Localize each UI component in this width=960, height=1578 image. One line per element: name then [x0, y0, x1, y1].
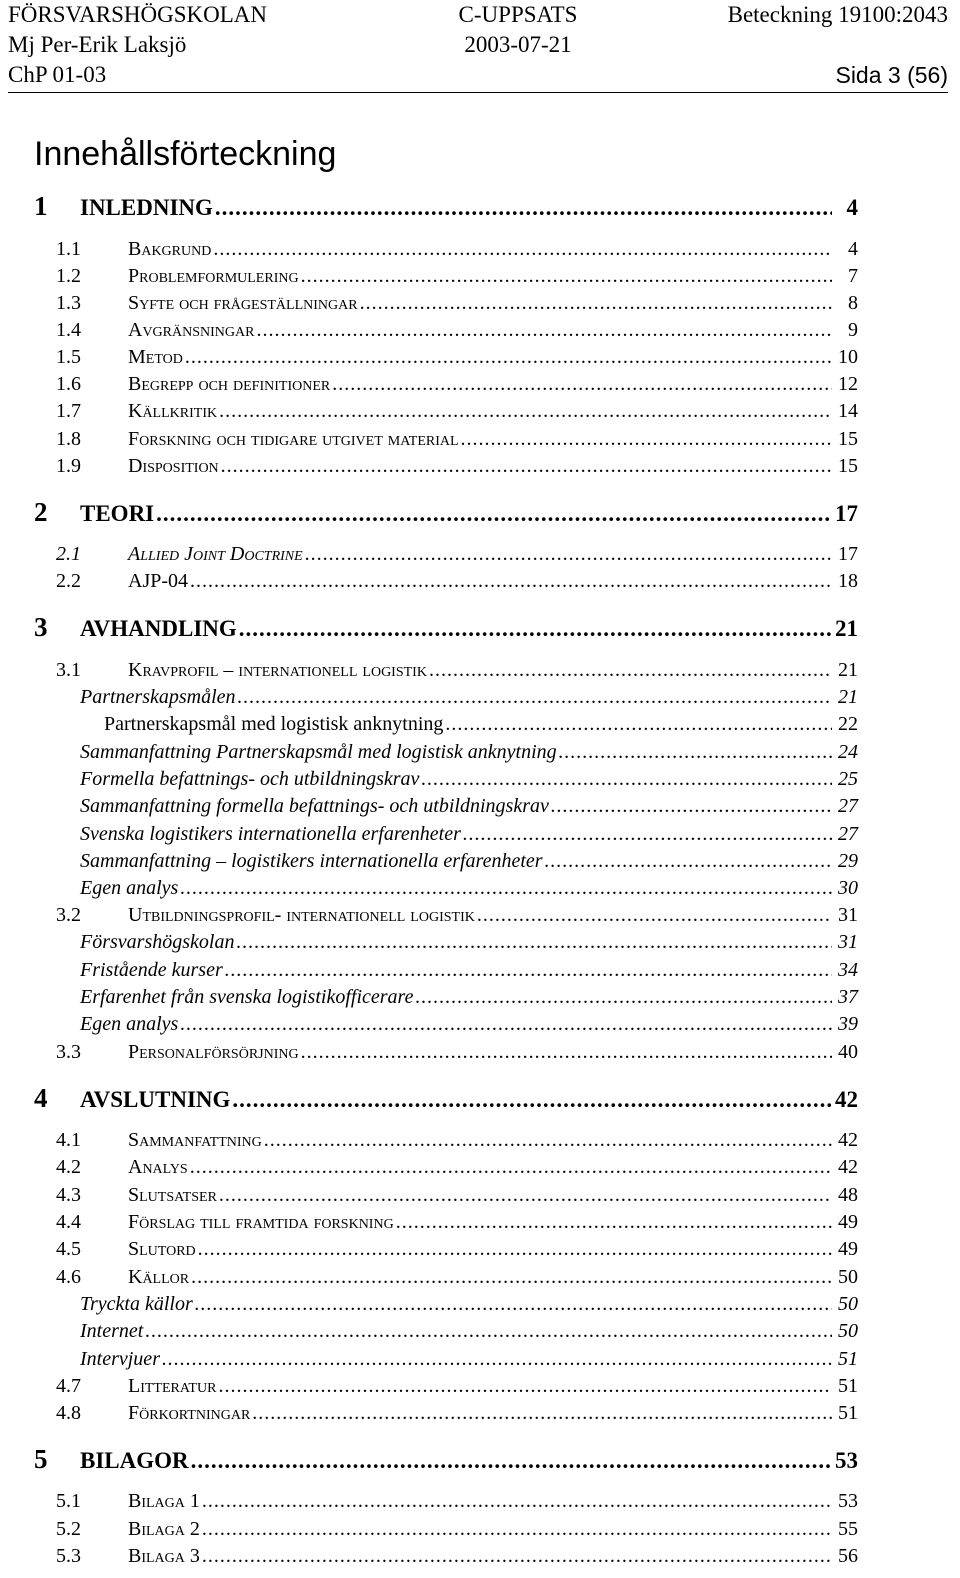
toc-page: 42: [838, 1129, 858, 1151]
toc-page: 7: [848, 265, 858, 287]
toc-subentry[interactable]: [0, 686, 960, 714]
toc-page: 53: [838, 1490, 858, 1512]
header-page: Sida 3 (56): [835, 62, 948, 88]
toc-entry-1-1[interactable]: [0, 238, 960, 266]
toc-subentry[interactable]: [0, 713, 960, 741]
toc-num: 1.6: [56, 373, 81, 395]
toc-entry-1-3[interactable]: [0, 292, 960, 320]
header-row-3: [8, 60, 948, 90]
toc-page: 48: [838, 1184, 858, 1206]
toc-num: 3.3: [56, 1041, 81, 1063]
toc-title: Analys: [128, 1156, 188, 1178]
toc-num: 5: [34, 1444, 48, 1474]
toc-page: 27: [838, 795, 858, 817]
toc-title: INLEDNING: [80, 195, 213, 220]
toc-title: Internet: [80, 1320, 144, 1342]
toc-num: 4: [34, 1083, 48, 1113]
toc-subentry[interactable]: [0, 1013, 960, 1041]
header-type: C-UPPSATS: [458, 2, 578, 27]
toc-num: 2: [34, 497, 48, 527]
toc-page: 39: [838, 1013, 858, 1035]
toc-num: 5.3: [56, 1545, 81, 1567]
toc-page: 21: [835, 616, 858, 641]
toc-num: 4.3: [56, 1184, 81, 1206]
toc-page: 21: [838, 686, 858, 708]
page-header: [8, 0, 948, 93]
toc-entry-1-6[interactable]: [0, 373, 960, 401]
toc-entry-3-1[interactable]: [0, 659, 960, 687]
toc-title: Bilaga 3: [128, 1545, 200, 1567]
toc-entry-4-5[interactable]: [0, 1238, 960, 1266]
toc-title: Bilaga 1: [128, 1490, 200, 1512]
header-org: FÖRSVARSHÖGSKOLAN: [8, 2, 268, 27]
header-course: ChP 01-03: [8, 62, 107, 87]
toc-title: Metod: [128, 346, 183, 368]
toc-num: 1.7: [56, 400, 81, 422]
toc-entry-5-3[interactable]: [0, 1545, 960, 1573]
toc-entry-4-4[interactable]: [0, 1211, 960, 1239]
toc-num: 1.8: [56, 428, 81, 450]
toc-title: Fristående kurser: [80, 959, 223, 981]
toc-entry-4-1[interactable]: [0, 1129, 960, 1157]
toc-title: Disposition: [128, 455, 219, 477]
toc-page: 50: [838, 1266, 858, 1288]
toc-entry-3-3[interactable]: [0, 1041, 960, 1069]
toc-title: Kravprofil – internationell logistik: [128, 659, 427, 681]
toc-num: 4.5: [56, 1238, 81, 1260]
toc-page: 51: [838, 1375, 858, 1397]
toc-page: 30: [838, 877, 858, 899]
toc-entry-5-1[interactable]: [0, 1490, 960, 1518]
toc-title: Begrepp och definitioner: [128, 373, 331, 395]
toc-entry-1-8[interactable]: [0, 428, 960, 456]
toc-title: Förslag till framtida forskning: [128, 1211, 394, 1233]
toc-subentry[interactable]: [0, 986, 960, 1014]
toc-subentry[interactable]: [0, 1293, 960, 1321]
toc-subentry[interactable]: [0, 768, 960, 796]
toc-subentry[interactable]: [0, 931, 960, 959]
toc-page: 42: [835, 1087, 858, 1112]
toc-page: 31: [838, 931, 858, 953]
toc-subentry[interactable]: [0, 1320, 960, 1348]
toc-page: 14: [838, 400, 858, 422]
header-row-2: [8, 30, 948, 60]
toc-title: Sammanfattning: [128, 1129, 262, 1151]
toc-entry-2-1[interactable]: [0, 543, 960, 571]
toc-num: 3.2: [56, 904, 81, 926]
toc-title: Försvarshögskolan: [80, 931, 235, 953]
toc-page: 49: [838, 1211, 858, 1233]
toc-num: 1.9: [56, 455, 81, 477]
toc-entry-2-2[interactable]: [0, 570, 960, 598]
toc-page: 37: [838, 986, 858, 1008]
toc-title: Slutord: [128, 1238, 196, 1260]
toc-page: 21: [838, 659, 858, 681]
toc-page: 12: [838, 373, 858, 395]
toc-title: Bilaga 2: [128, 1518, 200, 1540]
toc-entry-4-3[interactable]: [0, 1184, 960, 1212]
toc-title: Källor: [128, 1266, 190, 1288]
toc-entry-4-6[interactable]: [0, 1266, 960, 1294]
toc-num: 1.2: [56, 265, 81, 287]
toc-page: 29: [838, 850, 858, 872]
toc-page: 15: [838, 455, 858, 477]
toc-page: 51: [838, 1402, 858, 1424]
toc-title: Egen analys: [80, 877, 179, 899]
toc-subentry[interactable]: [0, 850, 960, 878]
toc-chapter-3[interactable]: [0, 612, 960, 644]
header-row-1: [8, 0, 948, 30]
toc-title: TEORI: [80, 501, 155, 526]
toc-page: 56: [838, 1545, 858, 1567]
toc-subentry[interactable]: [0, 741, 960, 769]
header-designation: Beteckning 19100:2043: [727, 2, 948, 27]
toc-num: 5.2: [56, 1518, 81, 1540]
toc-title: Tryckta källor: [80, 1293, 193, 1315]
toc-page: 40: [838, 1041, 858, 1063]
toc-subentry[interactable]: [0, 959, 960, 987]
toc-title: Erfarenhet från svenska logistikofficerare: [80, 986, 414, 1008]
toc-page: 51: [838, 1348, 858, 1370]
toc-page: 15: [838, 428, 858, 450]
toc-num: 4.7: [56, 1375, 81, 1397]
header-author: Mj Per-Erik Laksjö: [8, 32, 187, 57]
toc-title: BILAGOR: [80, 1448, 189, 1473]
toc-title: Litteratur: [128, 1375, 217, 1397]
toc-page: 34: [838, 959, 858, 981]
toc-page: 17: [838, 543, 858, 565]
toc-title: Sammanfattning – logistikers internationella erfarenheter: [80, 850, 543, 872]
toc-title: Allied Joint Doctrine: [128, 543, 303, 565]
toc-page: 31: [838, 904, 858, 926]
toc-entry-1-4[interactable]: [0, 319, 960, 347]
toc-num: 1.3: [56, 292, 81, 314]
toc-subentry[interactable]: [0, 795, 960, 823]
toc-num: 3.1: [56, 659, 81, 681]
toc-title: Partnerskapsmålen: [80, 686, 236, 708]
toc-chapter-1[interactable]: [0, 191, 960, 223]
toc-entry-1-7[interactable]: [0, 400, 960, 428]
toc-title: Egen analys: [80, 1013, 179, 1035]
toc-entry-1-2[interactable]: [0, 265, 960, 293]
toc-page: 50: [838, 1320, 858, 1342]
toc-num: 1.1: [56, 238, 81, 260]
toc-subentry[interactable]: [0, 1348, 960, 1376]
toc-num: 1: [34, 191, 48, 221]
toc-title: Forskning och tidigare utgivet material: [128, 428, 459, 450]
toc-page: 42: [838, 1156, 858, 1178]
toc-page: 55: [838, 1518, 858, 1540]
toc-chapter-4[interactable]: [0, 1083, 960, 1115]
toc-page: 4: [846, 195, 858, 220]
toc-num: 5.1: [56, 1490, 81, 1512]
toc-num: 2.1: [56, 543, 81, 565]
toc-page: 24: [838, 741, 858, 763]
toc-title: Sammanfattning Partnerskapsmål med logistisk anknytning: [80, 741, 557, 763]
toc-title: Svenska logistikers internationella erfarenheter: [80, 823, 461, 845]
toc-title: Partnerskapsmål med logistisk anknytning: [104, 713, 444, 735]
toc-entry-4-8[interactable]: [0, 1402, 960, 1430]
toc-title: Sammanfattning formella befattnings- och utbildningskrav: [80, 795, 549, 817]
toc-title: Bakgrund: [128, 238, 212, 260]
toc-num: 2.2: [56, 570, 81, 592]
toc-entry-1-9[interactable]: [0, 455, 960, 483]
toc-page: 53: [835, 1448, 858, 1473]
toc-num: 4.4: [56, 1211, 81, 1233]
toc-num: 3: [34, 612, 48, 642]
toc-title: Källkritik: [128, 400, 218, 422]
toc-page: 17: [835, 501, 858, 526]
toc-entry-3-2[interactable]: [0, 904, 960, 932]
toc-title: Förkortningar: [128, 1402, 251, 1424]
toc-page: 18: [838, 570, 858, 592]
toc-title: Avgränsningar: [128, 319, 255, 341]
toc-title: Personalförsörjning: [128, 1041, 299, 1063]
toc-subentry[interactable]: [0, 823, 960, 851]
toc-title: AJP-04: [128, 570, 189, 592]
toc-title: Slutsatser: [128, 1184, 217, 1206]
toc-entry-4-7[interactable]: [0, 1375, 960, 1403]
toc-num: 1.4: [56, 319, 81, 341]
toc-page: 8: [848, 292, 858, 314]
toc-num: 4.2: [56, 1156, 81, 1178]
toc-num: 4.6: [56, 1266, 81, 1288]
toc-page: 25: [838, 768, 858, 790]
toc-page: 50: [838, 1293, 858, 1315]
toc-num: 4.1: [56, 1129, 81, 1151]
toc-page: 9: [848, 319, 858, 341]
toc-page: 22: [838, 713, 858, 735]
toc-title: Utbildningsprofil- internationell logistik: [128, 904, 475, 926]
toc-entry-5-2[interactable]: [0, 1518, 960, 1546]
toc-chapter-5[interactable]: [0, 1444, 960, 1476]
toc-entry-4-2[interactable]: [0, 1156, 960, 1184]
toc-title: AVHANDLING: [80, 616, 237, 641]
toc-title: Syfte och frågeställningar: [128, 292, 358, 314]
toc-num: 4.8: [56, 1402, 81, 1424]
toc-page: 27: [838, 823, 858, 845]
toc-page: 49: [838, 1238, 858, 1260]
toc-title: Formella befattnings- och utbildningskrav: [80, 768, 420, 790]
page-title: Innehållsförteckning: [34, 135, 337, 173]
toc-subentry[interactable]: [0, 877, 960, 905]
toc-page: 4: [848, 238, 858, 260]
toc-page: 10: [838, 346, 858, 368]
header-date: 2003-07-21: [464, 32, 572, 57]
toc-title: AVSLUTNING: [80, 1087, 231, 1112]
toc-num: 1.5: [56, 346, 81, 368]
toc-chapter-2[interactable]: [0, 497, 960, 529]
toc-title: Intervjuer: [80, 1348, 160, 1370]
toc-entry-1-5[interactable]: [0, 346, 960, 374]
toc-title: Problemformulering: [128, 265, 299, 287]
